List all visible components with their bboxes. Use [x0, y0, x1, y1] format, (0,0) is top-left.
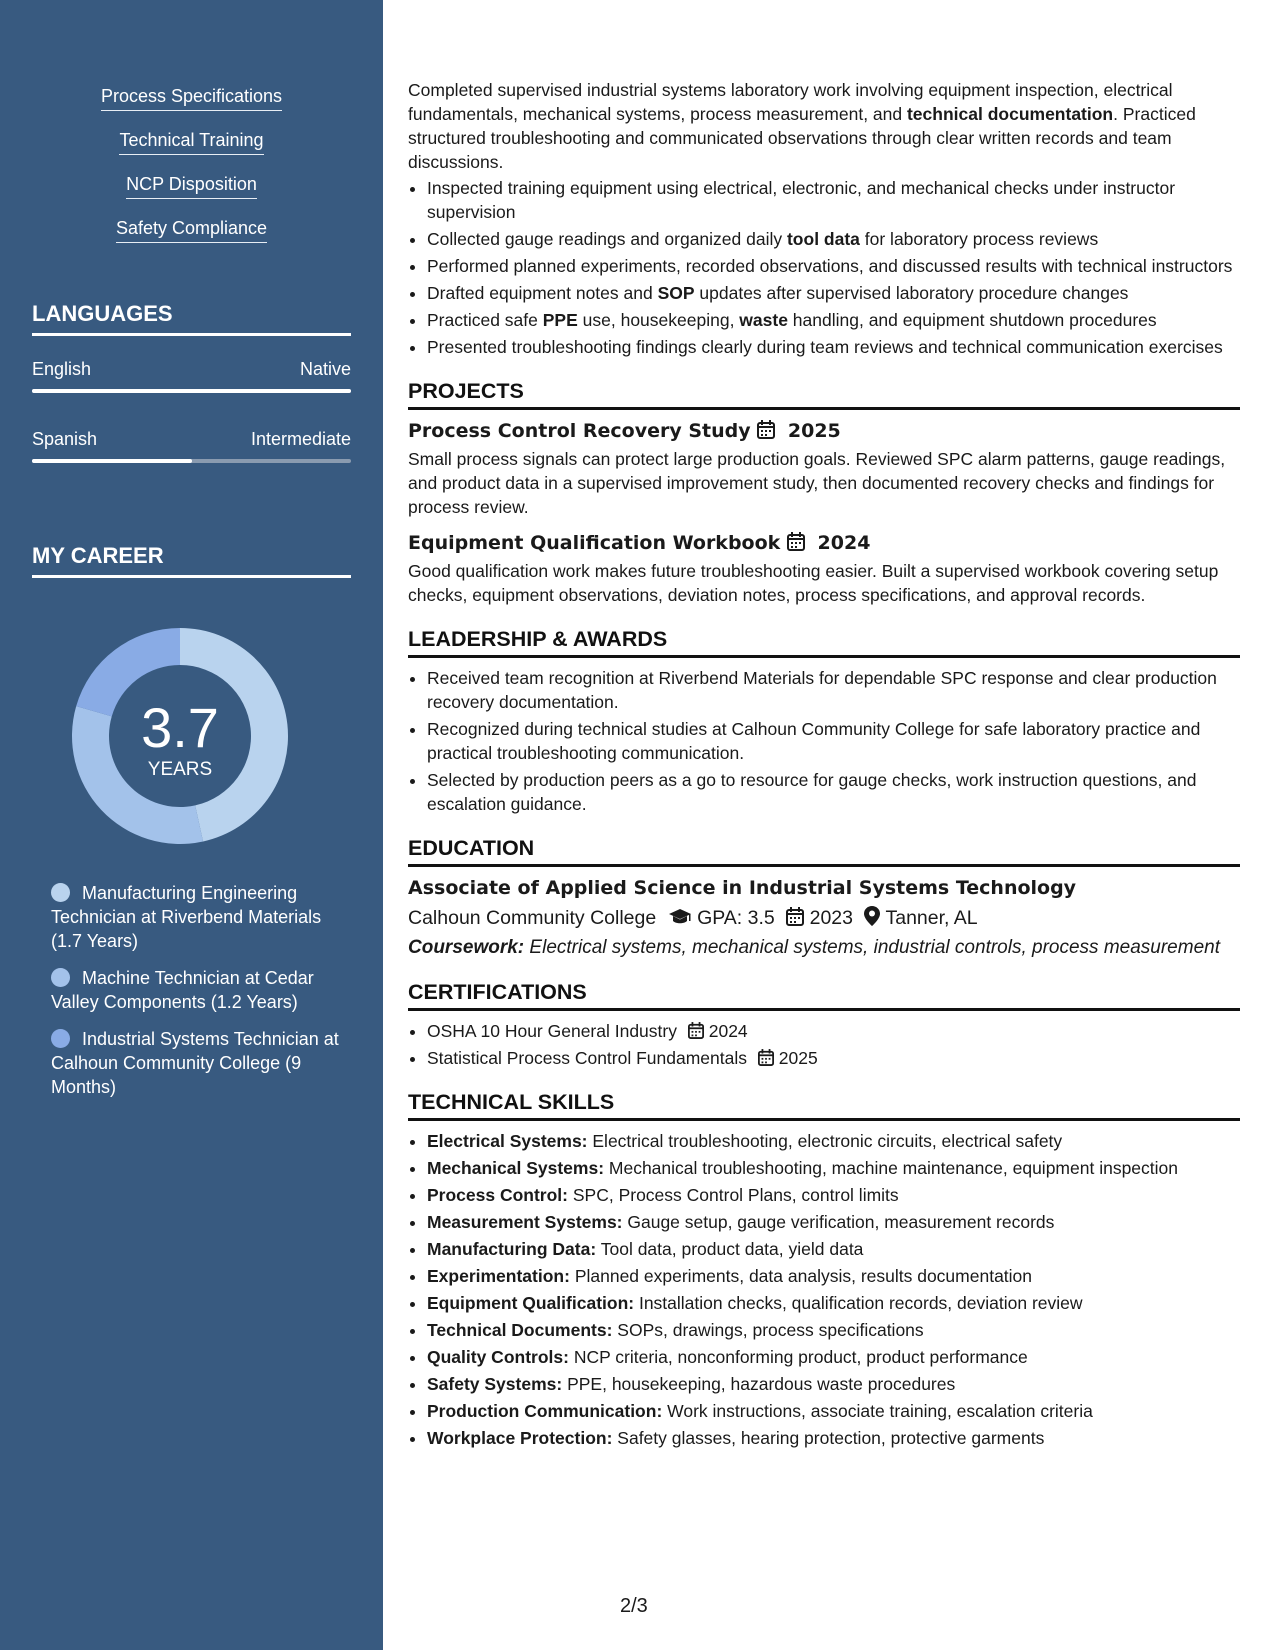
skill-tag: Process Specifications: [101, 86, 282, 111]
skill-text: SOPs, drawings, process specifications: [612, 1320, 924, 1340]
technical-skill-item: [427, 1210, 1240, 1234]
project-title-row: [408, 419, 1240, 443]
technical-skill-item: [427, 1426, 1240, 1450]
experience-summary: [408, 78, 1240, 174]
project-description: Good qualification work makes future troubleshooting easier. Built a supervised workbook covering setup checks, equipment observations, deviation notes, process specifications, and approval records.: [408, 561, 1219, 605]
graduation-cap-icon: [668, 908, 692, 926]
certification-year: 2024: [708, 1021, 748, 1041]
technical-skill-item: [427, 1399, 1240, 1423]
skill-text: PPE, housekeeping, hazardous waste procedures: [562, 1374, 956, 1394]
language-proficiency-bar: [32, 389, 351, 393]
skill-tag: Technical Training: [119, 130, 263, 155]
skill-label: Electrical Systems:: [427, 1131, 588, 1151]
technical-skill-item: [427, 1372, 1240, 1396]
experience-bullet: [427, 254, 1240, 278]
skill-tag-list: [0, 86, 383, 262]
technical-skill-item: [427, 1183, 1240, 1207]
career-item: [51, 881, 351, 953]
bullet-text: use, housekeeping,: [577, 310, 740, 330]
leadership-list: [408, 666, 1240, 816]
certification-name: Statistical Process Control Fundamentals: [427, 1048, 747, 1068]
language-proficiency-bar: [32, 459, 351, 463]
project-description: Small process signals can protect large production goals. Reviewed SPC alarm patterns, gauge readings, and product data in a supervised improvement study, then documented recovery checks and findings for process review.: [408, 449, 1226, 517]
skill-label: Experimentation:: [427, 1266, 570, 1286]
education-school: Calhoun Community College: [408, 907, 657, 929]
language-row: [32, 429, 351, 450]
calendar-icon: [787, 532, 805, 551]
bullet-text: handling, and equipment shutdown procedures: [787, 310, 1157, 330]
page-number: 2/3: [620, 1595, 648, 1617]
education-details: [408, 906, 1240, 930]
calendar-icon: [688, 1022, 704, 1039]
leadership-heading: LEADERSHIP & AWARDS: [408, 627, 1240, 658]
technical-skill-item: [427, 1291, 1240, 1315]
skill-label: Technical Documents:: [427, 1320, 613, 1340]
skill-tag: NCP Disposition: [126, 174, 257, 199]
bullet-text: Practiced safe: [427, 310, 543, 330]
skill-text: Gauge setup, gauge verification, measurement records: [622, 1212, 1055, 1232]
bullet-text: Drafted equipment notes and: [427, 283, 658, 303]
language-name: English: [32, 359, 92, 379]
skill-text: Mechanical troubleshooting, machine maintenance, equipment inspection: [604, 1158, 1178, 1178]
skill-text: Installation checks, qualification records, deviation review: [634, 1293, 1083, 1313]
experience-bullet: [427, 281, 1240, 305]
career-legend-dot: [51, 883, 70, 902]
project-title: Equipment Qualification Workbook: [408, 532, 781, 554]
education-coursework: [408, 936, 1240, 960]
language-name: Spanish: [32, 429, 98, 449]
project-title-row: [408, 531, 1240, 555]
certification-item: [427, 1019, 1240, 1043]
technical-skills-heading: TECHNICAL SKILLS: [408, 1090, 1240, 1121]
certification-year: 2025: [778, 1048, 818, 1068]
skill-tag: Safety Compliance: [116, 218, 267, 243]
leadership-item: • Selected by production peers as a go to resource for gauge checks, work instruction questions, and escalation guidance.: [427, 768, 1240, 816]
skill-label: Mechanical Systems:: [427, 1158, 605, 1178]
experience-bullet: [427, 176, 1240, 224]
career-item-text: Industrial Systems Technician at Calhoun Community College (9 Months): [51, 1029, 339, 1097]
career-item: [51, 1027, 351, 1099]
language-proficiency-fill: [32, 389, 351, 393]
skill-label: Production Communication:: [427, 1401, 663, 1421]
skill-text: SPC, Process Control Plans, control limits: [568, 1185, 899, 1205]
project-title: Process Control Recovery Study: [408, 420, 751, 442]
skill-label: Measurement Systems:: [427, 1212, 623, 1232]
languages-heading: LANGUAGES: [32, 301, 351, 336]
calendar-icon: [786, 907, 804, 926]
coursework-text: Electrical systems, mechanical systems, industrial controls, process measurement: [524, 937, 1220, 958]
coursework-label: Coursework:: [408, 937, 525, 958]
certifications-heading: CERTIFICATIONS: [408, 980, 1240, 1011]
skill-text: Work instructions, associate training, escalation criteria: [662, 1401, 1093, 1421]
education-degree: Associate of Applied Science in Industrial Systems Technology: [408, 877, 1077, 899]
bullet-text: for laboratory process reviews: [859, 229, 1099, 249]
experience-bullet: [427, 308, 1240, 332]
bullet-text: Presented troubleshooting findings clearly during team reviews and technical communication exercises: [427, 337, 1223, 357]
bullet-text: Collected gauge readings and organized daily: [427, 229, 787, 249]
main-content: [408, 78, 1240, 1453]
certification-name: OSHA 10 Hour General Industry: [427, 1021, 677, 1041]
career-legend-dot: [51, 968, 70, 987]
project-item: [408, 531, 1240, 607]
language-row: [32, 359, 351, 380]
bullet-bold-text: tool data: [786, 229, 860, 249]
career-item-text: Machine Technician at Cedar Valley Components (1.2 Years): [51, 968, 314, 1012]
skill-label: Manufacturing Data:: [427, 1239, 597, 1259]
career-donut-chart: [63, 619, 297, 853]
sidebar: [0, 0, 383, 1650]
bullet-bold-text: waste: [739, 310, 788, 330]
technical-skill-item: [427, 1129, 1240, 1153]
technical-skill-item: [427, 1345, 1240, 1369]
language-level: Native: [299, 359, 351, 379]
bullet-text: Performed planned experiments, recorded observations, and discussed results with technical instructors: [427, 256, 1233, 276]
projects-heading: PROJECTS: [408, 379, 1240, 410]
skill-text: NCP criteria, nonconforming product, product performance: [568, 1347, 1028, 1367]
skill-label: Safety Systems:: [427, 1374, 563, 1394]
language-proficiency-fill: [32, 459, 192, 463]
education-gpa: GPA: 3.5: [697, 907, 775, 929]
technical-skill-item: [427, 1237, 1240, 1261]
technical-skill-item: [427, 1156, 1240, 1180]
skill-label: Equipment Qualification:: [427, 1293, 635, 1313]
education-heading: EDUCATION: [408, 836, 1240, 867]
language-level: Intermediate: [250, 429, 351, 449]
project-year: 2024: [817, 532, 871, 554]
bullet-bold-text: SOP: [657, 283, 695, 303]
skill-text: Safety glasses, hearing protection, protective garments: [612, 1428, 1045, 1448]
career-heading: MY CAREER: [32, 543, 351, 578]
technical-skills-list: [408, 1129, 1240, 1450]
career-item-text: Manufacturing Engineering Technician at Riverbend Materials (1.7 Years): [51, 883, 322, 951]
leadership-item: • Recognized during technical studies at Calhoun Community College for safe laboratory practice and practical troubleshooting communication.: [427, 717, 1240, 765]
career-list: [51, 881, 351, 1112]
experience-bullets: [408, 176, 1240, 359]
leadership-item: • Received team recognition at Riverbend Materials for dependable SPC response and clear production recovery documentation.: [427, 666, 1240, 714]
bullet-text: updates after supervised laboratory procedure changes: [694, 283, 1129, 303]
skill-text: Tool data, product data, yield data: [596, 1239, 864, 1259]
calendar-icon: [758, 1049, 774, 1066]
experience-bullet: [427, 227, 1240, 251]
project-item: [408, 419, 1240, 519]
summary-bold-text: technical documentation: [906, 104, 1114, 124]
experience-bullet: [427, 335, 1240, 359]
education-year: 2023: [809, 907, 853, 929]
skill-label: Quality Controls:: [427, 1347, 569, 1367]
technical-skill-item: [427, 1264, 1240, 1288]
certification-item: [427, 1046, 1240, 1070]
education-location: Tanner, AL: [885, 907, 978, 929]
calendar-icon: [757, 420, 775, 439]
summary-text: . Practiced structured troubleshooting and communicated observations through clear written records and team discussions.: [408, 104, 1196, 172]
technical-skill-item: [427, 1318, 1240, 1342]
summary-text: Completed supervised industrial systems laboratory work involving equipment inspection, electrical fundamentals, mechanical systems, process measurement, and: [408, 80, 1173, 124]
bullet-text: Inspected training equipment using electrical, electronic, and mechanical checks under instructor supervision: [427, 178, 1176, 222]
project-year: 2025: [787, 420, 841, 442]
career-legend-dot: [51, 1029, 70, 1048]
bullet-bold-text: PPE: [542, 310, 578, 330]
skill-label: Workplace Protection:: [427, 1428, 613, 1448]
career-total-value: 3.7: [141, 696, 219, 759]
location-pin-icon: [864, 906, 880, 926]
skill-text: Planned experiments, data analysis, results documentation: [569, 1266, 1033, 1286]
skill-label: Process Control:: [427, 1185, 568, 1205]
certifications-list: [408, 1019, 1240, 1070]
career-item: [51, 966, 351, 1014]
skill-text: Electrical troubleshooting, electronic circuits, electrical safety: [587, 1131, 1063, 1151]
career-total-unit: YEARS: [147, 759, 213, 780]
